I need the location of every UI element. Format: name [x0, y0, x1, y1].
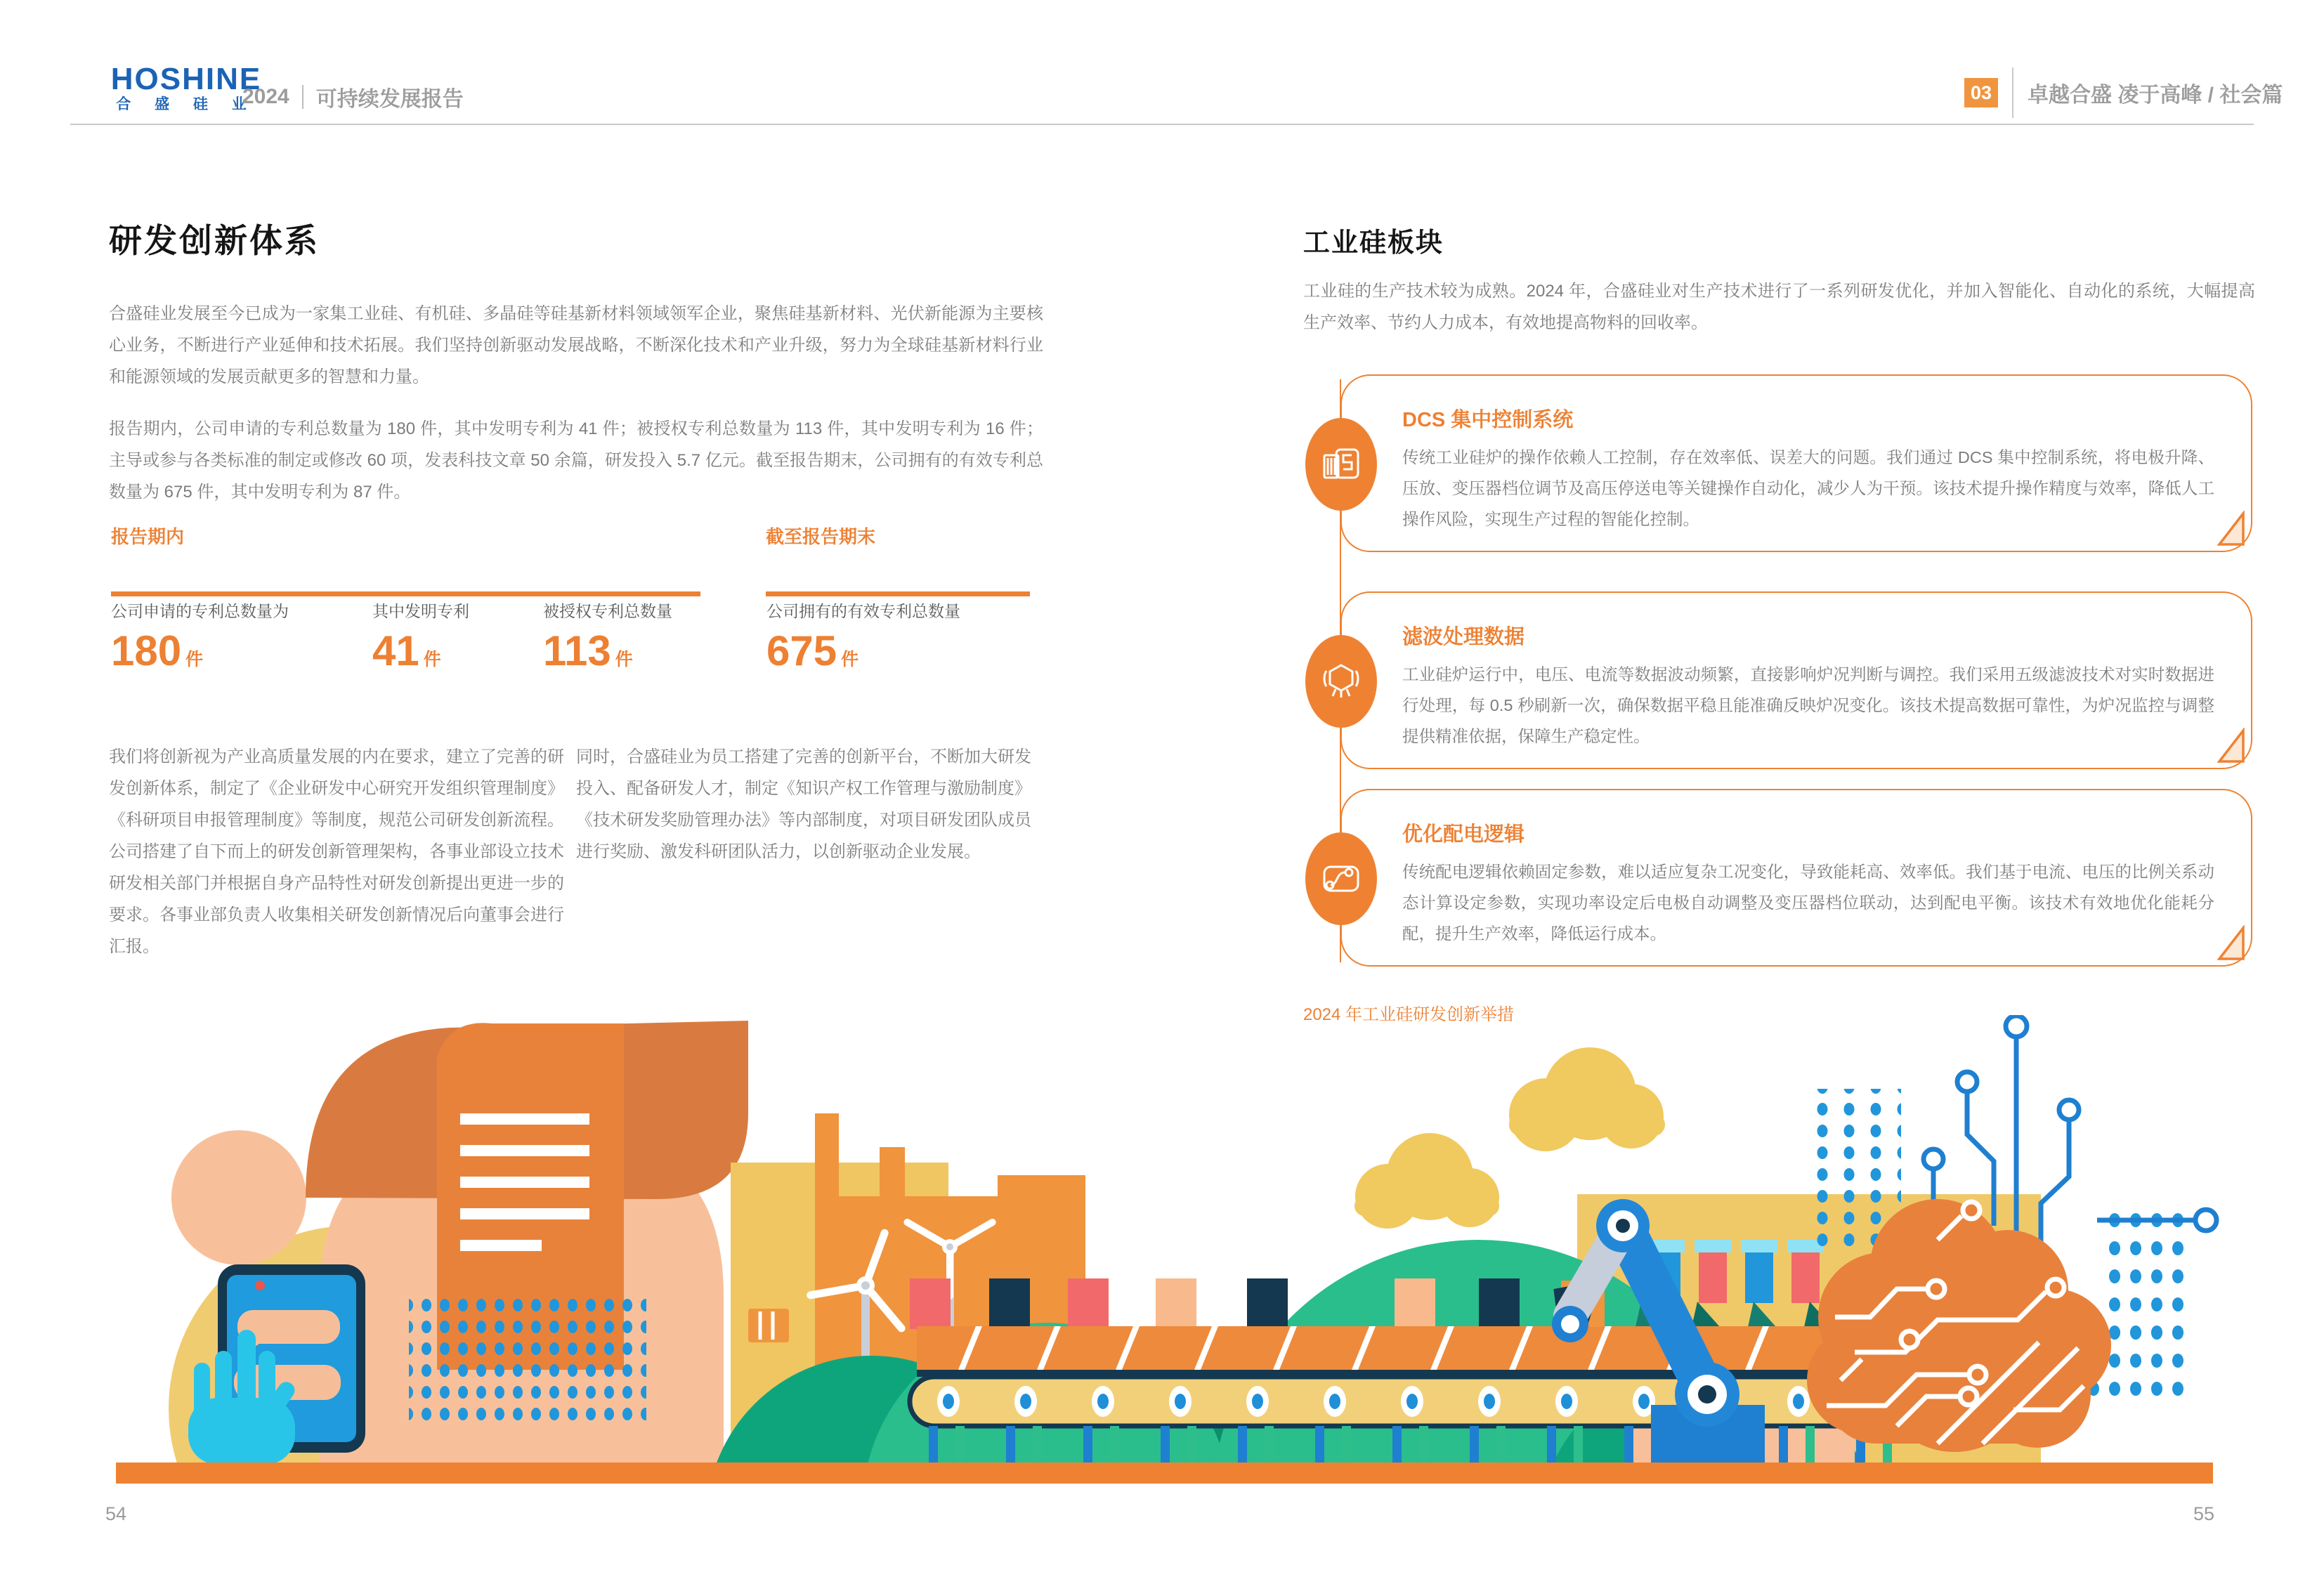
stat-label: 被授权专利总数量: [543, 602, 672, 620]
circuit-route-icon: [1305, 832, 1377, 925]
innovation-card-dcs: [1340, 374, 2252, 552]
stats-end-label: 截至报告期末: [766, 526, 876, 547]
chapter-divider-bar: [2012, 67, 2013, 118]
cloud-shape: [1509, 1047, 1665, 1151]
chapter-title: 卓越合盛 凌于高峰 / 社会篇: [2028, 84, 2283, 107]
cards-caption: 2024 年工业硅研发创新举措: [1303, 1005, 1515, 1024]
card-title: 优化配电逻辑: [1402, 823, 1525, 846]
header-divider-bar: [302, 85, 303, 109]
crate: [748, 1309, 789, 1342]
control-panel-icon: [1305, 418, 1377, 511]
stats-underline-right: [766, 591, 1030, 596]
header-rule: [70, 124, 2254, 125]
page-number-left: 54: [105, 1503, 127, 1524]
dot-grid: [409, 1296, 646, 1427]
card-body: 工业硅炉运行中，电压、电流等数据波动频繁，直接影响炉况判断与调控。我们采用五级滤波技术对实时数据进行处理，每 0.5 秒刷新一次，确保数据平稳且能准确反映炉况变化。该技术提高数据可靠性，为炉况监控与调整提供精准依据，保障生产稳定性。: [1402, 665, 2214, 745]
right-column-text: 同时，合盛硅业为员工搭建了完善的创新平台，不断加大研发投入、配备研发人才，制定《知识产权工作管理与激励制度》《技术研发奖励管理办法》等内部制度，对项目研发团队成员进行奖励、激发科研团队活力，以创新驱动企业发展。: [576, 747, 1031, 861]
ground-bar: [116, 1463, 2213, 1484]
factory-illustration: [0, 1015, 2324, 1577]
report-year: 2024: [242, 85, 289, 108]
stats-underline-left: [111, 591, 700, 596]
hoshine-logo: [109, 62, 263, 114]
peach-circle: [171, 1130, 306, 1265]
page-fold-icon: [2217, 925, 2247, 962]
right-page-title: 工业硅板块: [1303, 228, 1444, 258]
page-fold-icon: [2217, 728, 2247, 764]
innovation-card-filter: [1340, 591, 2252, 769]
left-page-title: 研发创新体系: [109, 222, 320, 259]
card-body: 传统工业硅炉的操作依赖人工控制，存在效率低、误差大的问题。我们通过 DCS 集中控制系统，将电极升降、压放、变压器档位调节及高压停送电等关键操作自动化，减少人为干预。该技术提升操作精度与效率，降低人工操作风险，实现生产过程的智能化控制。: [1402, 448, 2214, 528]
header-right: [1964, 67, 2283, 118]
left-column-text: 我们将创新视为产业高质量发展的内在要求，建立了完善的研发创新体系，制定了《企业研发中心研究开发组织管理制度》《科研项目申报管理制度》等制度，规范公司研发创新流程。公司搭建了自下而上的研发创新管理架构，各事业部设立技术研发相关部门并根据自身产品特性对研发创新提出更进一步的要求。各事业部负责人收集相关研发创新情况后向董事会进行汇报。: [109, 747, 564, 956]
hexagon-filter-icon: [1305, 635, 1377, 728]
chapter-number-badge: 03: [1964, 78, 1998, 107]
conveyor-boxes: [910, 1278, 1520, 1329]
report-title: 可持续发展报告: [315, 88, 464, 111]
stat-value: 113 件: [543, 627, 633, 674]
stat-label: 其中发明专利: [372, 602, 469, 620]
page-fold-icon: [2217, 511, 2247, 547]
cloud-shape: [1354, 1133, 1499, 1229]
left-paragraph-1: 合盛硅业发展至今已成为一家集工业硅、有机硅、多晶硅等硅基新材料领域领军企业，聚焦硅基新材料、光伏新能源为主要核心业务，不断进行产业延伸和技术拓展。我们坚持创新驱动发展战略，不断深化技术和产业升级，努力为全球硅基新材料行业和能源领域的发展贡献更多的智慧和力量。: [109, 304, 1043, 386]
innovation-card-power: [1340, 789, 2252, 967]
card-title: 滤波处理数据: [1402, 626, 1525, 648]
logo-chinese-name: 合 盛 硅 业: [116, 96, 256, 112]
left-paragraph-2: 报告期内，公司申请的专利总数量为 180 件，其中发明专利为 41 件；被授权专利总数量为 113 件，其中发明专利为 16 件；主导或参与各类标准的制定或修改 60 项，发表科技文章 50 余篇，研发投入 5.7 亿元。截至报告期末，公司拥有的有效专利总数量为 675 件，其中发明专利为 87 件。: [109, 419, 1043, 502]
card-body: 传统配电逻辑依赖固定参数，难以适应复杂工况变化，导致能耗高、效率低。我们基于电流、电压的比例关系动态计算设定参数，实现功率设定后电极自动调整及变压器档位联动，达到配电平衡。该技术有效地优化能耗分配，提升生产效率，降低运行成本。: [1402, 863, 2214, 943]
stat-label: 公司申请的专利总数量为: [111, 602, 289, 620]
right-page-intro: 工业硅的生产技术较为成熟。2024 年，合盛硅业对生产技术进行了一系列研发优化，并加入智能化、自动化的系统，大幅提高生产效率、节约人力成本，有效地提高物料的回收率。: [1303, 282, 2255, 332]
header-left: [242, 81, 464, 112]
stat-value: 675 件: [766, 627, 859, 674]
stat-label: 公司拥有的有效专利总数量: [766, 602, 960, 620]
stats-period-label: 报告期内: [111, 526, 185, 547]
stat-value: 41 件: [372, 627, 441, 674]
page-number-right: 55: [2193, 1503, 2215, 1524]
card-title: DCS 集中控制系统: [1402, 409, 1574, 431]
logo-wordmark: HOSHINE: [110, 62, 262, 96]
stat-value: 180 件: [111, 627, 204, 674]
